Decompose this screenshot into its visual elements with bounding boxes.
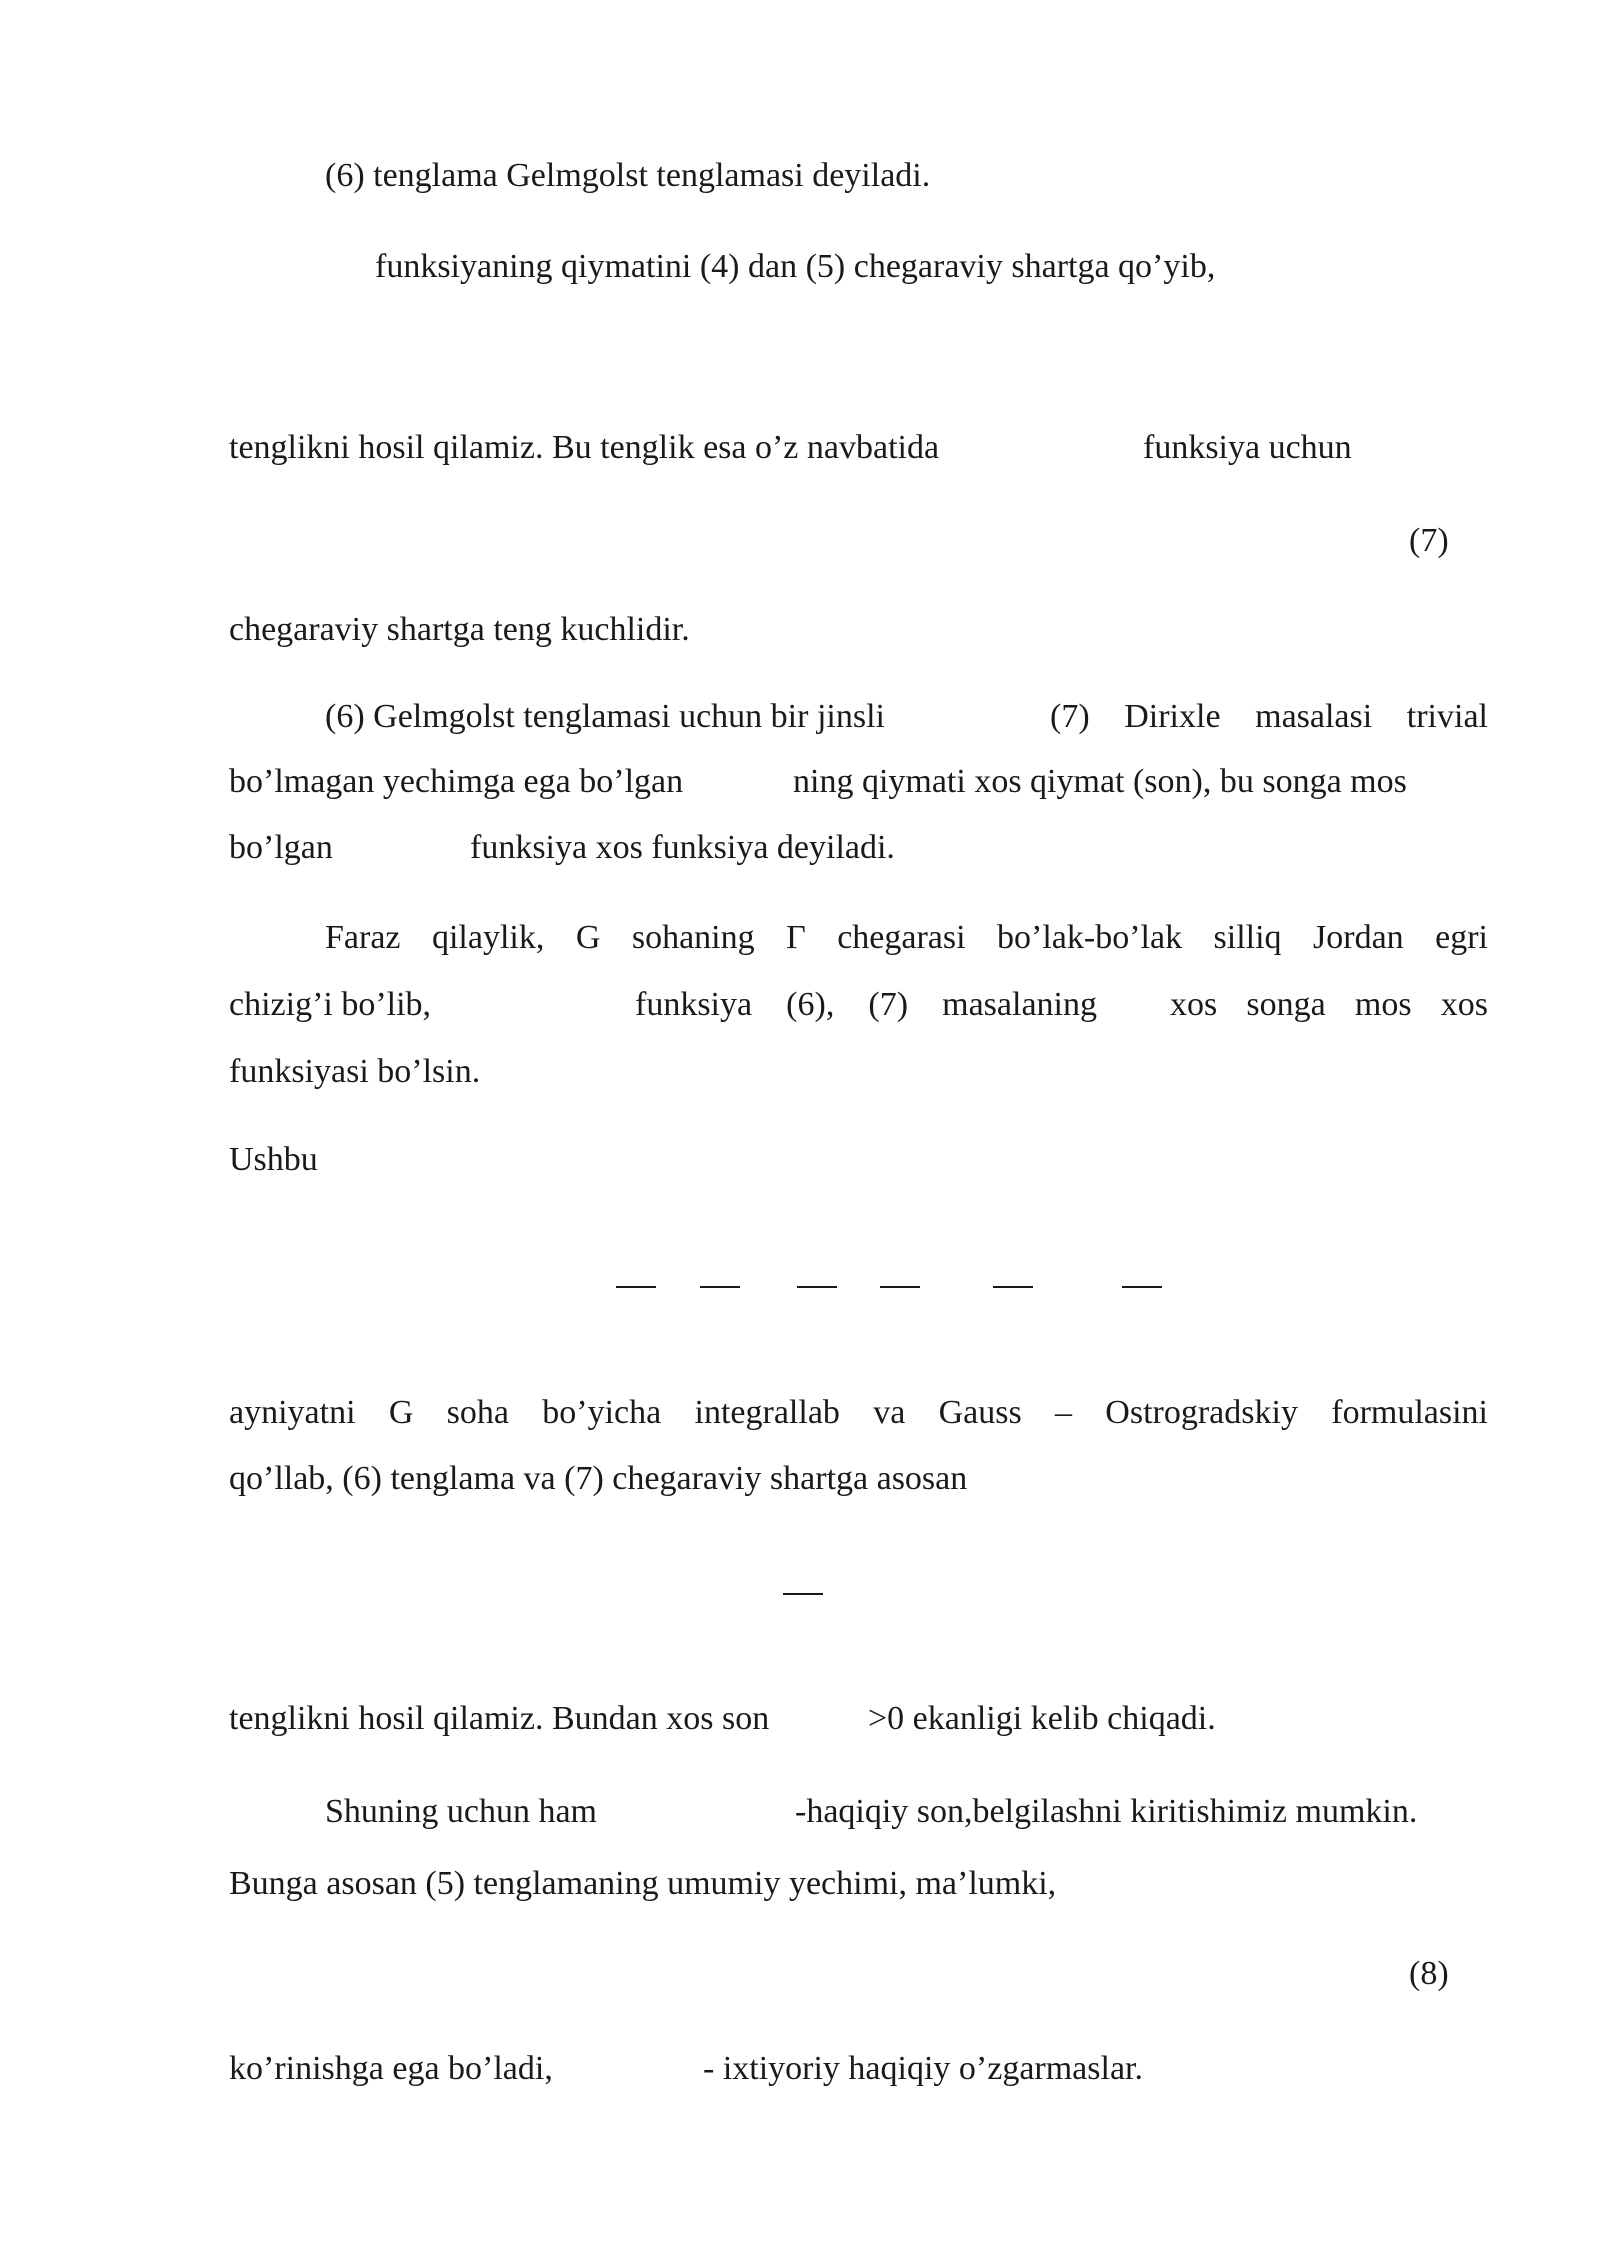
paragraph-line: Ushbu xyxy=(229,1141,318,1178)
paragraph-line: ayniyatni G soha bo’yicha integrallab va Gauss – Ostrogradskiy formulasini xyxy=(229,1394,1488,1431)
paragraph-line: ko’rinishga ega bo’ladi, xyxy=(229,2050,553,2087)
paragraph-line: tenglikni hosil qilamiz. Bu tenglik esa o’z navbatida xyxy=(229,429,940,466)
paragraph-line: bo’lgan xyxy=(229,829,333,866)
paragraph-line: Bunga asosan (5) tenglamaning umumiy yechimi, ma’lumki, xyxy=(229,1865,1057,1902)
paragraph-line: (6) tenglama Gelmgolst tenglamasi deyiladi. xyxy=(325,157,931,194)
paragraph-line: ning qiymati xos qiymat (son), bu songa mos xyxy=(793,763,1407,800)
paragraph-line: -haqiqiy son,belgilashni kiritishimiz mumkin. xyxy=(795,1793,1418,1830)
paragraph-line: Shuning uchun ham xyxy=(325,1793,597,1830)
paragraph-line: tenglikni hosil qilamiz. Bundan xos son xyxy=(229,1700,770,1737)
paragraph-line: Faraz qilaylik, G sohaning Γ chegarasi bo’lak-bo’lak silliq Jordan egri xyxy=(325,919,1488,956)
paragraph-line: funksiya xos funksiya deyiladi. xyxy=(470,829,895,866)
paragraph-line: funksiyaning qiymatini (4) dan (5) chegaraviy shartga qo’yib, xyxy=(375,248,1216,285)
paragraph-line: funksiyasi bo’lsin. xyxy=(229,1053,481,1090)
paragraph-line: chegaraviy shartga teng kuchlidir. xyxy=(229,611,690,648)
equation-number: (8) xyxy=(1409,1955,1449,1992)
paragraph-line: bo’lmagan yechimga ega bo’lgan xyxy=(229,763,684,800)
paragraph-line: funksiya uchun xyxy=(1143,429,1352,466)
paragraph-line: xos songa mos xos xyxy=(1170,986,1488,1023)
paragraph-line: - ixtiyoriy haqiqiy o’zgarmaslar. xyxy=(703,2050,1143,2087)
paragraph-line: qo’llab, (6) tenglama va (7) chegaraviy shartga asosan xyxy=(229,1460,968,1497)
paragraph-line: >0 ekanligi kelib chiqadi. xyxy=(868,1700,1216,1737)
paragraph-line: (6) Gelmgolst tenglamasi uchun bir jinsli xyxy=(325,698,885,735)
paragraph-line: funksiya (6), (7) masalaning xyxy=(635,986,1097,1023)
paragraph-line: (7) Dirixle masalasi trivial xyxy=(1050,698,1488,735)
paragraph-line: chizig’i bo’lib, xyxy=(229,986,432,1023)
equation-number: (7) xyxy=(1409,522,1449,559)
